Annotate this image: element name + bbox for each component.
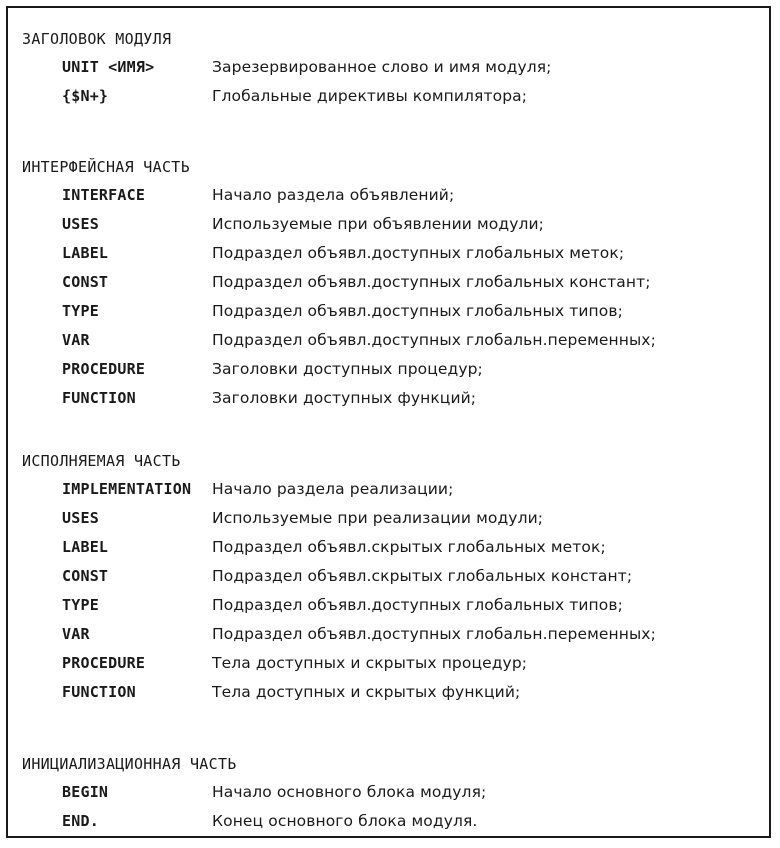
description: Начало раздела объявлений; bbox=[212, 185, 455, 204]
code-row bbox=[22, 590, 772, 619]
code-row bbox=[22, 532, 772, 561]
description: Глобальные директивы компилятора; bbox=[212, 86, 528, 105]
description: Заголовки доступных функций; bbox=[212, 388, 477, 407]
code-row bbox=[22, 561, 772, 590]
keyword: VAR bbox=[62, 624, 90, 643]
code-row bbox=[22, 267, 772, 296]
keyword: END. bbox=[62, 811, 99, 830]
keyword: IMPLEMENTATION bbox=[62, 479, 192, 498]
description: Тела доступных и скрытых процедур; bbox=[212, 653, 528, 672]
keyword: LABEL bbox=[62, 243, 109, 262]
keyword: USES bbox=[62, 214, 99, 233]
module-structure-frame bbox=[6, 6, 771, 838]
keyword: USES bbox=[62, 508, 99, 527]
section-title: ИНТЕРФЕЙСНАЯ ЧАСТЬ bbox=[22, 158, 190, 176]
description: Тела доступных и скрытых функций; bbox=[212, 682, 521, 701]
code-row bbox=[22, 209, 772, 238]
code-row bbox=[22, 474, 772, 503]
description: Заголовки доступных процедур; bbox=[212, 359, 483, 378]
code-row bbox=[22, 677, 772, 706]
code-row bbox=[22, 648, 772, 677]
keyword: PROCEDURE bbox=[62, 359, 146, 378]
description: Используемые при объявлении модули; bbox=[212, 214, 544, 233]
module-header-section bbox=[22, 26, 772, 110]
keyword: FUNCTION bbox=[62, 388, 136, 407]
section-title: ИНИЦИАЛИЗАЦИОННАЯ ЧАСТЬ bbox=[22, 755, 237, 773]
keyword: UNIT <ИМЯ> bbox=[62, 57, 155, 76]
code-row bbox=[22, 180, 772, 209]
description: Подраздел объявл.доступных глобальн.переменных; bbox=[212, 330, 656, 349]
keyword: LABEL bbox=[62, 537, 109, 556]
keyword: BEGIN bbox=[62, 782, 109, 801]
description: Подраздел объявл.доступных глобальных типов; bbox=[212, 301, 623, 320]
code-row bbox=[22, 238, 772, 267]
code-row bbox=[22, 81, 772, 110]
code-row bbox=[22, 777, 772, 806]
description: Подраздел объявл.доступных глобальных типов; bbox=[212, 595, 623, 614]
interface-section bbox=[22, 154, 772, 412]
code-row bbox=[22, 383, 772, 412]
keyword: {$N+} bbox=[62, 86, 109, 105]
description: Начало раздела реализации; bbox=[212, 479, 454, 498]
keyword: FUNCTION bbox=[62, 682, 136, 701]
description: Подраздел объявл.доступных глобальн.переменных; bbox=[212, 624, 656, 643]
description: Зарезервированное слово и имя модуля; bbox=[212, 57, 552, 76]
keyword: INTERFACE bbox=[62, 185, 146, 204]
implementation-section bbox=[22, 448, 772, 706]
code-row bbox=[22, 325, 772, 354]
description: Начало основного блока модуля; bbox=[212, 782, 487, 801]
description: Конец основного блока модуля. bbox=[212, 811, 478, 830]
keyword: VAR bbox=[62, 330, 90, 349]
section-title: ИСПОЛНЯЕМАЯ ЧАСТЬ bbox=[22, 452, 181, 470]
keyword: TYPE bbox=[62, 595, 99, 614]
description: Подраздел объявл.доступных глобальных констант; bbox=[212, 272, 651, 291]
keyword: CONST bbox=[62, 566, 109, 585]
code-row bbox=[22, 806, 772, 835]
description: Подраздел объявл.скрытых глобальных констант; bbox=[212, 566, 633, 585]
code-row bbox=[22, 619, 772, 648]
code-row bbox=[22, 296, 772, 325]
code-row bbox=[22, 354, 772, 383]
description: Используемые при реализации модули; bbox=[212, 508, 544, 527]
code-row bbox=[22, 503, 772, 532]
description: Подраздел объявл.доступных глобальных меток; bbox=[212, 243, 625, 262]
section-title: ЗАГОЛОВОК МОДУЛЯ bbox=[22, 30, 172, 48]
keyword: TYPE bbox=[62, 301, 99, 320]
code-row bbox=[22, 52, 772, 81]
initialization-section bbox=[22, 751, 772, 835]
description: Подраздел объявл.скрытых глобальных меток; bbox=[212, 537, 606, 556]
keyword: PROCEDURE bbox=[62, 653, 146, 672]
keyword: CONST bbox=[62, 272, 109, 291]
